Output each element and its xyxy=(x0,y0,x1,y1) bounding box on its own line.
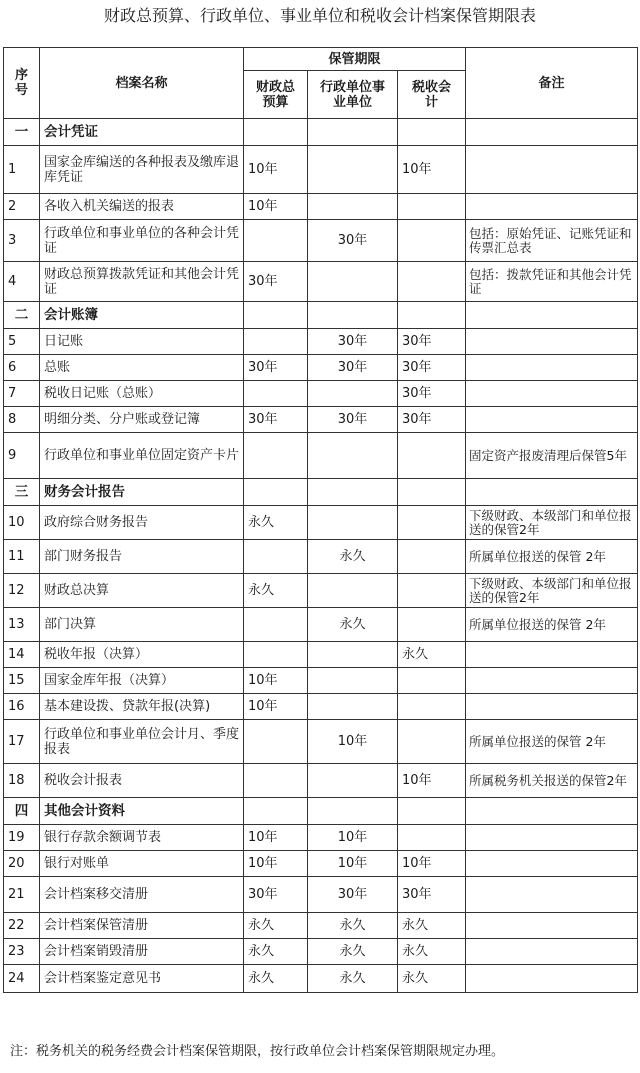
section-title: 财务会计报告 xyxy=(40,479,244,506)
section-title: 会计账簿 xyxy=(40,302,244,329)
record-name: 国家金库编送的各种报表及缴库退库凭证 xyxy=(40,146,244,194)
section-title: 会计凭证 xyxy=(40,119,244,146)
table-row xyxy=(4,720,638,764)
row-number: 12 xyxy=(4,574,40,608)
fiscal-budget-period xyxy=(244,329,308,355)
row-number: 19 xyxy=(4,825,40,851)
fiscal-budget-period: 10年 xyxy=(244,694,308,720)
record-name: 会计档案销毁清册 xyxy=(40,939,244,965)
section-number: 四 xyxy=(4,798,40,825)
tax-accounting-period: 10年 xyxy=(398,146,466,194)
row-number: 18 xyxy=(4,764,40,798)
table-row xyxy=(4,668,638,694)
empty-cell xyxy=(398,302,466,329)
table-row xyxy=(4,965,638,993)
table-row xyxy=(4,194,638,220)
table-row xyxy=(4,877,638,913)
empty-cell xyxy=(308,798,398,825)
remark xyxy=(466,877,638,913)
row-number: 10 xyxy=(4,506,40,540)
remark: 包括：原始凭证、记账凭证和传票汇总表 xyxy=(466,220,638,262)
table-row xyxy=(4,262,638,302)
empty-cell xyxy=(466,798,638,825)
remark xyxy=(466,825,638,851)
fiscal-budget-period xyxy=(244,720,308,764)
retention-table xyxy=(3,47,638,993)
remark: 所属单位报送的保管 2年 xyxy=(466,608,638,642)
row-number: 23 xyxy=(4,939,40,965)
fiscal-budget-period: 30年 xyxy=(244,877,308,913)
row-number: 13 xyxy=(4,608,40,642)
table-row xyxy=(4,825,638,851)
fiscal-budget-period: 30年 xyxy=(244,407,308,433)
admin-institution-period: 30年 xyxy=(308,220,398,262)
admin-institution-period xyxy=(308,574,398,608)
table-row xyxy=(4,146,638,194)
admin-institution-period: 永久 xyxy=(308,913,398,939)
row-number: 2 xyxy=(4,194,40,220)
remark: 下级财政、本级部门和单位报送的保管2年 xyxy=(466,506,638,540)
record-name: 行政单位和事业单位会计月、季度报表 xyxy=(40,720,244,764)
record-name: 会计档案鉴定意见书 xyxy=(40,965,244,993)
empty-cell xyxy=(244,302,308,329)
fiscal-budget-period: 10年 xyxy=(244,851,308,877)
table-row xyxy=(4,381,638,407)
remark: 固定资产报废清理后保管5年 xyxy=(466,433,638,479)
row-number: 17 xyxy=(4,720,40,764)
row-number: 9 xyxy=(4,433,40,479)
tax-accounting-period: 30年 xyxy=(398,355,466,381)
tax-accounting-period: 30年 xyxy=(398,877,466,913)
record-name: 财政总预算拨款凭证和其他会计凭证 xyxy=(40,262,244,302)
admin-institution-period xyxy=(308,694,398,720)
record-name: 行政单位和事业单位的各种会计凭证 xyxy=(40,220,244,262)
admin-institution-period xyxy=(308,194,398,220)
tax-accounting-period: 永久 xyxy=(398,939,466,965)
remark xyxy=(466,642,638,668)
fiscal-budget-period xyxy=(244,433,308,479)
header-name: 档案名称 xyxy=(40,48,244,119)
remark xyxy=(466,381,638,407)
table-body xyxy=(4,119,638,993)
table-row xyxy=(4,913,638,939)
table-row xyxy=(4,851,638,877)
row-number: 11 xyxy=(4,540,40,574)
remark xyxy=(466,146,638,194)
fiscal-budget-period: 30年 xyxy=(244,262,308,302)
tax-accounting-period xyxy=(398,540,466,574)
row-number: 4 xyxy=(4,262,40,302)
table-row xyxy=(4,939,638,965)
remark xyxy=(466,694,638,720)
empty-cell xyxy=(308,302,398,329)
empty-cell xyxy=(466,302,638,329)
admin-institution-period: 10年 xyxy=(308,825,398,851)
admin-institution-period: 30年 xyxy=(308,407,398,433)
remark: 所属单位报送的保管 2年 xyxy=(466,720,638,764)
empty-cell xyxy=(466,479,638,506)
tax-accounting-period xyxy=(398,220,466,262)
table-row xyxy=(4,642,638,668)
table-row xyxy=(4,407,638,433)
remark xyxy=(466,668,638,694)
record-name: 总账 xyxy=(40,355,244,381)
record-name: 国家金库年报（决算） xyxy=(40,668,244,694)
record-name: 税收会计报表 xyxy=(40,764,244,798)
remark xyxy=(466,407,638,433)
tax-accounting-period xyxy=(398,194,466,220)
record-name: 会计档案移交清册 xyxy=(40,877,244,913)
header-period-group: 保管期限 xyxy=(244,48,466,71)
section-row xyxy=(4,119,638,146)
tax-accounting-period: 10年 xyxy=(398,851,466,877)
admin-institution-period: 30年 xyxy=(308,877,398,913)
admin-institution-period xyxy=(308,146,398,194)
record-name: 基本建设拨、贷款年报(决算) xyxy=(40,694,244,720)
section-number: 二 xyxy=(4,302,40,329)
record-name: 明细分类、分户账或登记簿 xyxy=(40,407,244,433)
record-name: 银行对账单 xyxy=(40,851,244,877)
admin-institution-period: 10年 xyxy=(308,851,398,877)
record-name: 行政单位和事业单位固定资产卡片 xyxy=(40,433,244,479)
section-title: 其他会计资料 xyxy=(40,798,244,825)
section-row xyxy=(4,798,638,825)
row-number: 15 xyxy=(4,668,40,694)
section-number: 一 xyxy=(4,119,40,146)
table-row xyxy=(4,540,638,574)
admin-institution-period xyxy=(308,668,398,694)
remark: 所属税务机关报送的保管2年 xyxy=(466,764,638,798)
header-note: 备注 xyxy=(466,48,638,119)
admin-institution-period xyxy=(308,506,398,540)
tax-accounting-period: 30年 xyxy=(398,329,466,355)
tax-accounting-period xyxy=(398,694,466,720)
empty-cell xyxy=(398,119,466,146)
admin-institution-period: 永久 xyxy=(308,608,398,642)
remark: 包括：拨款凭证和其他会计凭证 xyxy=(466,262,638,302)
empty-cell xyxy=(244,479,308,506)
table-row xyxy=(4,433,638,479)
section-number: 三 xyxy=(4,479,40,506)
row-number: 5 xyxy=(4,329,40,355)
fiscal-budget-period: 10年 xyxy=(244,668,308,694)
header-tax-accounting: 税收会计 xyxy=(398,71,466,119)
row-number: 21 xyxy=(4,877,40,913)
remark xyxy=(466,965,638,993)
remark xyxy=(466,851,638,877)
tax-accounting-period xyxy=(398,262,466,302)
table-row xyxy=(4,329,638,355)
table-row xyxy=(4,574,638,608)
row-number: 16 xyxy=(4,694,40,720)
remark xyxy=(466,329,638,355)
row-number: 24 xyxy=(4,965,40,993)
remark xyxy=(466,194,638,220)
empty-cell xyxy=(398,798,466,825)
tax-accounting-period xyxy=(398,720,466,764)
admin-institution-period xyxy=(308,642,398,668)
empty-cell xyxy=(244,798,308,825)
admin-institution-period: 永久 xyxy=(308,939,398,965)
admin-institution-period xyxy=(308,262,398,302)
tax-accounting-period: 永久 xyxy=(398,642,466,668)
record-name: 各收入机关编送的报表 xyxy=(40,194,244,220)
tax-accounting-period xyxy=(398,433,466,479)
empty-cell xyxy=(398,479,466,506)
fiscal-budget-period: 10年 xyxy=(244,194,308,220)
remark xyxy=(466,355,638,381)
row-number: 8 xyxy=(4,407,40,433)
record-name: 部门决算 xyxy=(40,608,244,642)
record-name: 税收日记账（总账） xyxy=(40,381,244,407)
fiscal-budget-period xyxy=(244,608,308,642)
tax-accounting-period xyxy=(398,506,466,540)
fiscal-budget-period: 永久 xyxy=(244,506,308,540)
admin-institution-period xyxy=(308,433,398,479)
row-number: 7 xyxy=(4,381,40,407)
table-row xyxy=(4,220,638,262)
admin-institution-period: 永久 xyxy=(308,965,398,993)
tax-accounting-period xyxy=(398,574,466,608)
remark xyxy=(466,913,638,939)
record-name: 日记账 xyxy=(40,329,244,355)
fiscal-budget-period: 永久 xyxy=(244,913,308,939)
tax-accounting-period xyxy=(398,825,466,851)
fiscal-budget-period xyxy=(244,381,308,407)
row-number: 20 xyxy=(4,851,40,877)
row-number: 3 xyxy=(4,220,40,262)
page-title: 财政总预算、行政单位、事业单位和税收会计档案保管期限表 xyxy=(103,6,536,25)
record-name: 部门财务报告 xyxy=(40,540,244,574)
fiscal-budget-period xyxy=(244,220,308,262)
tax-accounting-period xyxy=(398,608,466,642)
admin-institution-period xyxy=(308,381,398,407)
row-number: 1 xyxy=(4,146,40,194)
tax-accounting-period: 永久 xyxy=(398,913,466,939)
header-fiscal-budget: 财政总预算 xyxy=(244,71,308,119)
fiscal-budget-period: 永久 xyxy=(244,965,308,993)
header-admin-institution: 行政单位事业单位 xyxy=(308,71,398,119)
fiscal-budget-period xyxy=(244,764,308,798)
fiscal-budget-period: 永久 xyxy=(244,574,308,608)
admin-institution-period: 30年 xyxy=(308,355,398,381)
remark: 下级财政、本级部门和单位报送的保管2年 xyxy=(466,574,638,608)
admin-institution-period: 30年 xyxy=(308,329,398,355)
fiscal-budget-period: 10年 xyxy=(244,146,308,194)
fiscal-budget-period: 10年 xyxy=(244,825,308,851)
tax-accounting-period: 永久 xyxy=(398,965,466,993)
admin-institution-period: 永久 xyxy=(308,540,398,574)
tax-accounting-period: 30年 xyxy=(398,407,466,433)
fiscal-budget-period: 永久 xyxy=(244,939,308,965)
section-row xyxy=(4,479,638,506)
row-number: 22 xyxy=(4,913,40,939)
section-row xyxy=(4,302,638,329)
record-name: 银行存款余额调节表 xyxy=(40,825,244,851)
table-row xyxy=(4,764,638,798)
row-number: 6 xyxy=(4,355,40,381)
header-seq: 序号 xyxy=(4,48,40,119)
table-row xyxy=(4,608,638,642)
table-row xyxy=(4,355,638,381)
empty-cell xyxy=(466,119,638,146)
record-name: 政府综合财务报告 xyxy=(40,506,244,540)
table-row xyxy=(4,694,638,720)
row-number: 14 xyxy=(4,642,40,668)
table-row xyxy=(4,506,638,540)
fiscal-budget-period xyxy=(244,642,308,668)
admin-institution-period xyxy=(308,764,398,798)
empty-cell xyxy=(244,119,308,146)
tax-accounting-period xyxy=(398,668,466,694)
footnote: 注：税务机关的税务经费会计档案保管期限，按行政单位会计档案保管期限规定办理。 xyxy=(10,1044,505,1059)
tax-accounting-period: 10年 xyxy=(398,764,466,798)
tax-accounting-period: 30年 xyxy=(398,381,466,407)
record-name: 税收年报（决算） xyxy=(40,642,244,668)
record-name: 会计档案保管清册 xyxy=(40,913,244,939)
empty-cell xyxy=(308,119,398,146)
empty-cell xyxy=(308,479,398,506)
remark: 所属单位报送的保管 2年 xyxy=(466,540,638,574)
admin-institution-period: 10年 xyxy=(308,720,398,764)
fiscal-budget-period xyxy=(244,540,308,574)
record-name: 财政总决算 xyxy=(40,574,244,608)
fiscal-budget-period: 30年 xyxy=(244,355,308,381)
remark xyxy=(466,939,638,965)
